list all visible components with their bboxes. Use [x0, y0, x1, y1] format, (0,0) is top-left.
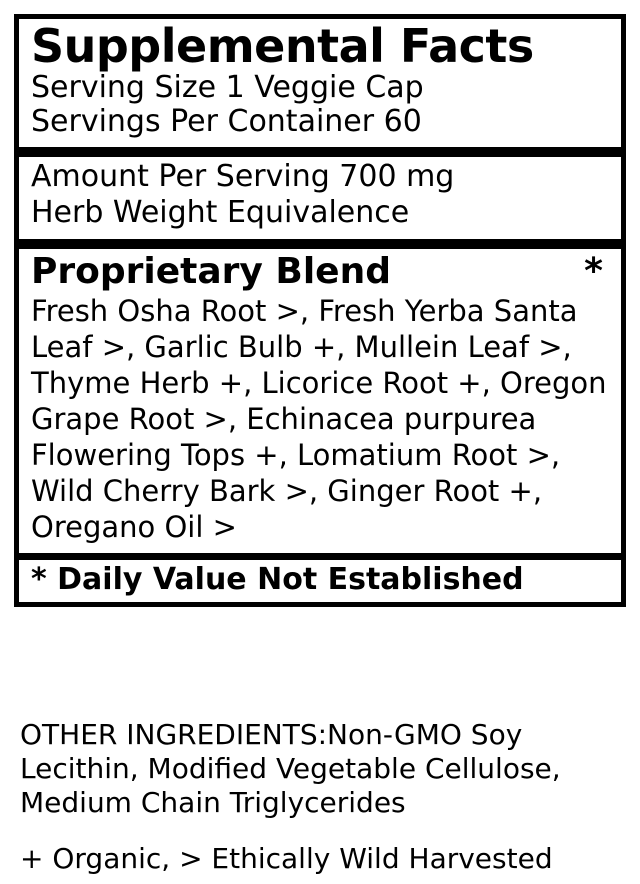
herb-weight-text: Herb Weight Equivalence: [31, 195, 410, 230]
daily-value-note-text: * Daily Value Not Established: [31, 562, 524, 597]
serving-info-section: [19, 19, 621, 143]
supplement-facts-panel: [14, 14, 626, 607]
divider-thick-2: [19, 239, 621, 249]
blend-symbol-text: *: [584, 251, 603, 292]
daily-value-section: [19, 560, 621, 602]
divider-thick-3: [19, 553, 621, 560]
other-ingredients-text: OTHER INGREDIENTS:Non-GMO Soy Lecithin, Modified Vegetable Cellulose, Medium Chain Triglycerides: [20, 718, 561, 819]
blend-name-text: Proprietary Blend: [31, 251, 391, 292]
serving-size-text: Serving Size 1 Veggie Cap: [31, 70, 424, 105]
amount-per-serving-text: Amount Per Serving 700 mg: [31, 159, 455, 194]
footer-section: [20, 718, 628, 876]
blend-header-row: [31, 251, 603, 293]
page-title: Supplemental Facts: [31, 19, 534, 73]
blend-ingredients-text: Fresh Osha Root >, Fresh Yerba Santa Leaf >, Garlic Bulb +, Mullein Leaf >, Thyme Herb +, Licorice Root +, Oregon Grape Root >, Echinacea purpurea Flowering Tops +, Lomatium Root >, Wild Cherry Bark >, Ginger Root +, Oregano Oil >: [31, 294, 607, 544]
symbol-legend-text: + Organic, > Ethically Wild Harvested: [20, 842, 553, 875]
divider-thick-1: [19, 147, 621, 157]
servings-per-container-text: Servings Per Container 60: [31, 104, 422, 139]
proprietary-blend-section: [19, 249, 621, 549]
amount-per-serving-section: [19, 157, 621, 235]
